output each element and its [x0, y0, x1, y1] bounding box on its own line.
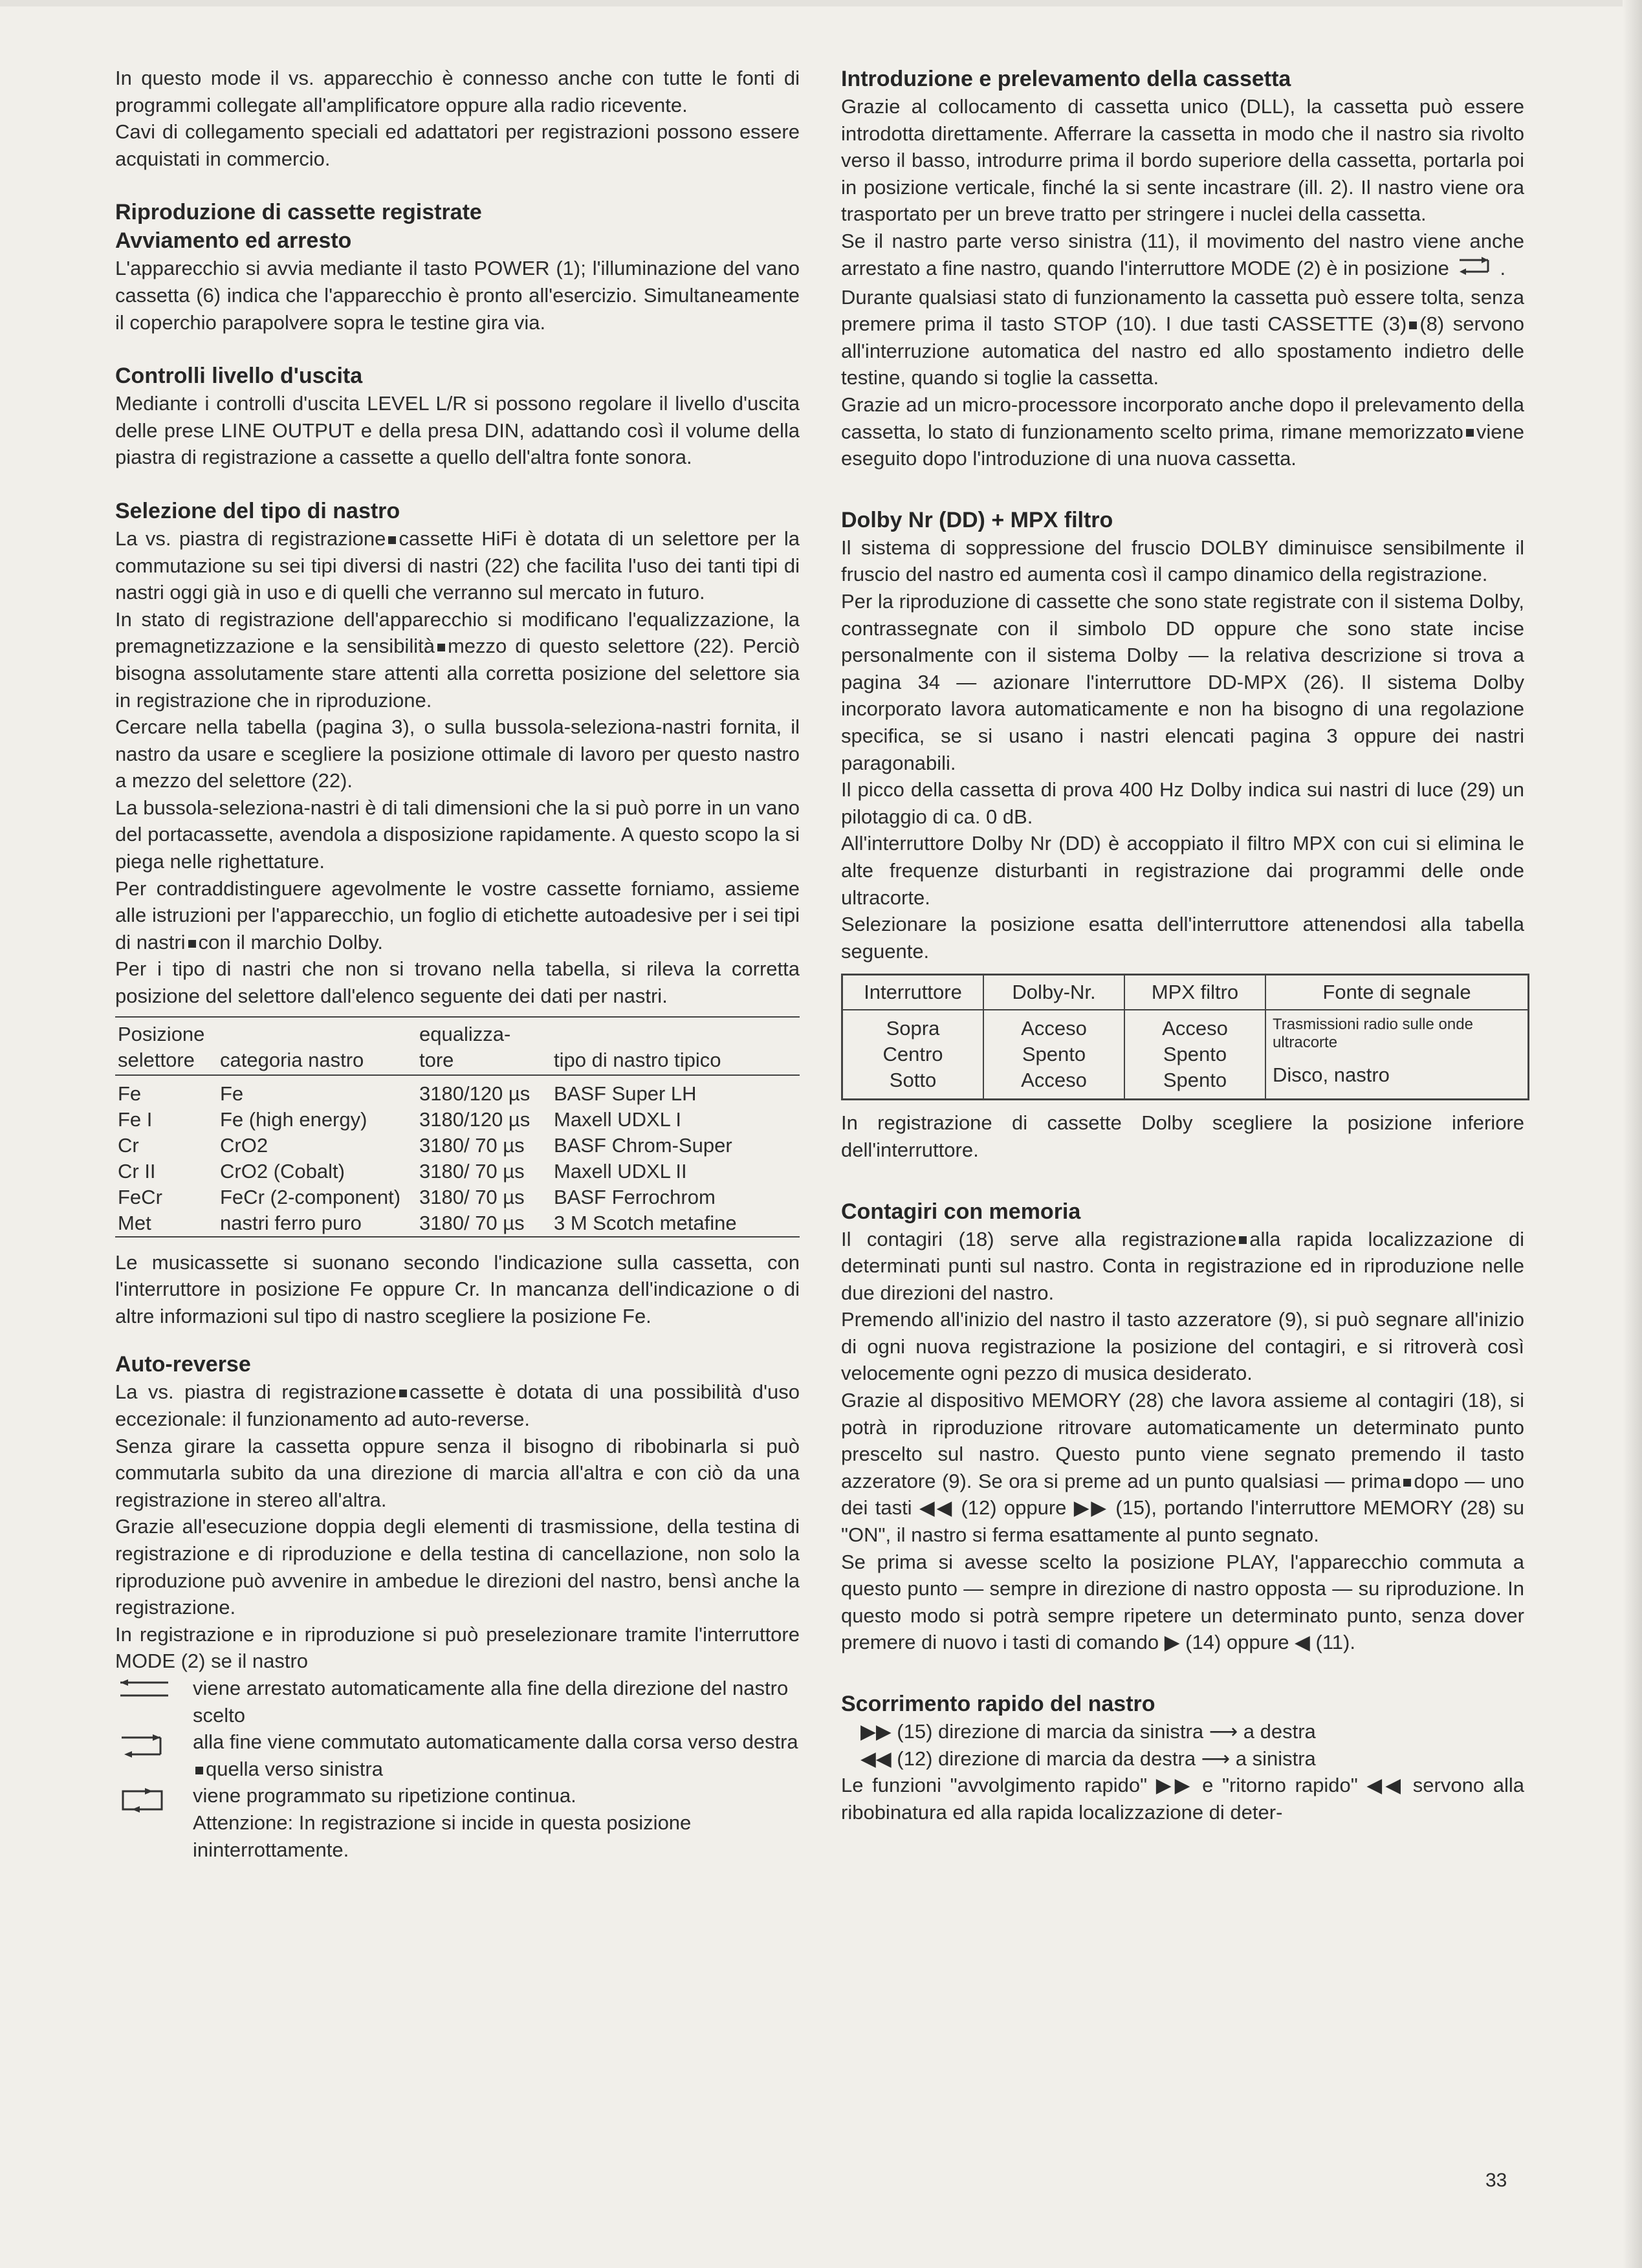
avviamento-text: L'apparecchio si avvia mediante il tasto POWER (1); l'illuminazione del vano cassetta (6) indica che l'apparecchio è pronto all'esercizio. Simultaneamente il coperchio parapolvere sopra le testine gira via. [115, 257, 800, 334]
cell: Spento [1163, 1069, 1227, 1092]
mode-stop-text: viene arrestato automaticamente alla fine della direzione del nastro scelto [193, 1676, 789, 1727]
intro-right-p1: Grazie al collocamento di cassetta unico (DLL), la cassetta può essere introdotta direttamente. Afferrare la cassetta in modo che il nastro sia rivolto verso il basso, introdurre prima il bordo superiore della cassetta, portarla poi in posizione verticale, finché la si sente incastrare (ill. 2). Il nastro viene ora trasportato per un breve tratto per stringere i nuclei della cassetta. [841, 95, 1524, 226]
intro-right-p2b: . [1500, 256, 1506, 279]
auto-paragraph-3: Grazie all'esecuzione doppia degli elementi di trasmissione, della testina di registrazione e di riproduzione e della testina di cancellazione, non solo la riproduzione può avvenire in ambedue le direzioni del nastro, bensì anche la registrazione. [115, 1515, 800, 1619]
mode-repeat-label: viene programmato su ripetizione continua. [193, 1784, 576, 1807]
square-mark-icon [437, 644, 445, 651]
square-mark-icon [399, 1390, 407, 1397]
mode-option-stop [115, 1675, 800, 1728]
tape-table-row [115, 1184, 800, 1210]
tape-type-table [115, 1016, 800, 1238]
contagiri-p3a: Grazie al dispositivo MEMORY (28) che lavora assieme al contagiri (18), si potrà in riproduzione ritrovare automaticamente un determinato punto prescelto sul nastro. Questo punto viene segnato premendo il tasto azzeratore (9). Se ora si preme ad un punto qualsiasi — prima [841, 1389, 1524, 1492]
right-column [841, 65, 1524, 1826]
controlli-heading: Controlli livello d'uscita [115, 364, 363, 389]
selezione-paragraph-2 [115, 606, 800, 714]
contagiri-heading: Contagiri con memoria [841, 1199, 1081, 1224]
tape-table-row [115, 1159, 800, 1184]
mode-reverse-b: quella verso sinistra [206, 1757, 383, 1780]
square-mark-icon [1403, 1479, 1411, 1487]
intro-right-p3 [841, 284, 1524, 391]
tape-table-cell: 3180/ 70 µs [419, 1133, 525, 1157]
scorrimento-line-2: ◀◀ (12) direzione di marcia da destra ⟶ a sinistra [860, 1747, 1316, 1770]
tape-table-cell: CrO2 (Cobalt) [220, 1159, 345, 1183]
dolby-heading: Dolby Nr (DD) + MPX filtro [841, 507, 1113, 532]
tape-table-cell: 3180/ 70 µs [419, 1159, 525, 1183]
col-mpx [1124, 1010, 1265, 1100]
tape-table-cell: BASF Chrom-Super [554, 1133, 732, 1157]
contagiri-p4: Se prima si avesse scelto la posizione PLAY, l'apparecchio commuta a questo punto — sempre in direzione di nastro opposta — su riproduzione. In questo modo si potrà sempre ripetere un determinato punto, senza dover premere di nuovo i tasti di comando ▶ (14) oppure ◀ (11). [841, 1550, 1524, 1654]
selezione-paragraph-5 [115, 875, 800, 956]
intro-right-p2a: Se il nastro parte verso sinistra (11), il movimento del nastro viene anche arrestato a fine nastro, quando l'interruttore MODE (2) è in posizione [841, 229, 1524, 279]
tape-table-cell: FeCr (2-component) [220, 1185, 401, 1208]
contagiri-p3 [841, 1387, 1524, 1549]
th-dolby: Dolby-Nr. [983, 975, 1124, 1010]
cell: Acceso [1021, 1069, 1087, 1092]
tape-table-row [115, 1107, 800, 1133]
th-mpx: MPX filtro [1124, 975, 1265, 1010]
cell: Acceso [1162, 1017, 1228, 1040]
th-categoria: categoria nastro [217, 1017, 417, 1075]
tape-table-header [115, 1017, 800, 1075]
intro-right-p4a: Grazie ad un micro-processore incorporato anche dopo il prelevamento della cassetta, lo stato di funzionamento scelto prima, rimane memorizzato [841, 393, 1524, 443]
th-posizione: Posizione selettore [115, 1017, 217, 1075]
left-column [115, 65, 800, 1863]
square-mark-icon [388, 536, 396, 544]
mode-option-reverse [115, 1728, 800, 1782]
selezione-p5a: Per contraddistinguere agevolmente le vostre cassette forniamo, assieme alle istruzioni per l'apparecchio, un foglio di etichette autoadesive per i sei tipi di nastri [115, 877, 800, 954]
tape-table-cell: 3180/120 µs [419, 1082, 531, 1105]
tape-table-cell: Met [118, 1211, 151, 1234]
cell: Sotto [889, 1069, 937, 1092]
selezione-p1a: La vs. piastra di registrazione [115, 527, 386, 550]
contagiri-p1 [841, 1226, 1524, 1307]
tape-table-cell: Fe I [118, 1107, 153, 1131]
mode-repeat-text [193, 1782, 800, 1863]
cell: Centro [882, 1043, 943, 1066]
tape-table-row [115, 1210, 800, 1237]
tape-table-cell: BASF Ferrochrom [554, 1185, 716, 1208]
square-mark-icon [188, 940, 196, 948]
page-top-edge [0, 0, 1642, 6]
tape-table-cell: 3180/ 70 µs [419, 1185, 525, 1208]
avviamento-heading: Avviamento ed arresto [115, 228, 352, 254]
contagiri-p2: Premendo all'inizio del nastro il tasto azzeratore (9), si può segnare all'inizio di ogni nuova registrazione la posizione del contagiri, e si ritroverà così velocemente ogni pezzo di musica desiderato. [841, 1308, 1524, 1385]
intro-right-p3a: Durante qualsiasi stato di funzionamento la cassetta può essere tolta, senza premere prima il tasto STOP (10). I due tasti CASSETTE (3) [841, 285, 1524, 336]
tape-table-cell: 3180/120 µs [419, 1107, 531, 1131]
square-mark-icon [1239, 1236, 1247, 1244]
page-right-edge [1623, 0, 1642, 2268]
tape-table-cell: Maxell UDXL II [554, 1159, 687, 1183]
square-mark-icon [1466, 429, 1474, 437]
th-tipo: tipo di nastro tipico [551, 1017, 800, 1075]
tape-table-cell: FeCr [118, 1185, 162, 1208]
dolby-p5: Selezionare la posizione esatta dell'interruttore attenendosi alla tabella seguente. [841, 913, 1524, 963]
scorrimento-heading: Scorrimento rapido del nastro [841, 1692, 1155, 1717]
mode-reverse-icon [115, 1728, 193, 1767]
auto-p1a: La vs. piastra di registrazione [115, 1380, 397, 1404]
cell: Spento [1022, 1043, 1086, 1066]
intro-right-p4b: viene eseguito dopo l'introduzione di una nuova cassetta. [841, 420, 1524, 470]
musicassette-text: Le musicassette si suonano secondo l'indicazione sulla cassetta, con l'interruttore in posizione Fe oppure Cr. In mancanza dell'indicazione o di altre informazioni sul tipo di nastro scegliere la posizione Fe. [115, 1250, 800, 1327]
col-fonte [1265, 1010, 1529, 1100]
intro-right-p3b: (8) servono all'interruzione automatica del nastro ed allo spostamento indietro delle testine, quando si toglie la cassetta. [841, 312, 1524, 389]
dolby-table-header [842, 975, 1529, 1010]
selezione-heading: Selezione del tipo di nastro [115, 498, 400, 523]
col-dolby [983, 1010, 1124, 1100]
scorrimento-line-1: ▶▶ (15) direzione di marcia da sinistra ⟶ a destra [860, 1720, 1316, 1743]
selezione-paragraph-1 [115, 525, 800, 606]
auto-paragraph-4: In registrazione e in riproduzione si può preselezionare tramite l'interruttore MODE (2) se il nastro [115, 1622, 800, 1673]
mode-reverse-a: alla fine viene commutato automaticamente dalla corsa verso destra [193, 1730, 798, 1754]
controlli-text: Mediante i controlli d'uscita LEVEL L/R si possono regolare il livello d'uscita delle prese LINE OUTPUT e della presa DIN, adattando così il volume della piastra di registrazione a cassette a quello dell'altra fonte sonora. [115, 392, 800, 469]
selezione-paragraph-4: La bussola-seleziona-nastri è di tali dimensioni che la si può porre in un vano del portacassette, avendola a disposizione rapidamente. A questo scopo la si piega nelle righettature. [115, 796, 800, 873]
contagiri-p1b: alla rapida localizzazione di determinati punti sul nastro. Conta in registrazione ed in riproduzione nelle due direzioni del nastro. [841, 1227, 1524, 1304]
contagiri-p3b: dopo — uno dei tasti ◀◀ (12) oppure ▶▶ (15), portando l'interruttore MEMORY (28) su "ON", il nastro si ferma esattamente al punto segnato. [841, 1469, 1524, 1547]
cell: Sopra [886, 1017, 940, 1040]
tape-table-cell: CrO2 [220, 1133, 268, 1157]
contagiri-p1a: Il contagiri (18) serve alla registrazione [841, 1227, 1237, 1250]
dolby-after: In registrazione di cassette Dolby scegliere la posizione inferiore dell'interruttore. [841, 1111, 1524, 1161]
tape-table-cell: Cr [118, 1133, 139, 1157]
square-mark-icon [195, 1767, 203, 1774]
tape-table-cell: Fe [118, 1082, 142, 1105]
cell: Acceso [1021, 1017, 1087, 1040]
mode-option-repeat [115, 1782, 800, 1863]
selezione-p1b: cassette HiFi è dotata di un selettore per la commutazione su sei tipi diversi di nastri (22) che facilita l'uso dei tanti tipi di nastri oggi già in uso e di quelli che verranno sul mercato in futuro. [115, 527, 800, 604]
dolby-p3: Il picco della cassetta di prova 400 Hz Dolby indica sui nastri di luce (29) un pilotaggio di ca. 0 dB. [841, 778, 1524, 828]
selezione-paragraph-6: Per i tipo di nastri che non si trovano nella tabella, si rileva la corretta posizione del selettore dall'elenco seguente dei dati per nastri. [115, 957, 800, 1008]
intro-right-p4 [841, 391, 1524, 472]
mode-stop-icon [115, 1675, 193, 1704]
th-fonte: Fonte di segnale [1265, 975, 1529, 1010]
dolby-table-body [842, 1010, 1529, 1100]
intro-paragraph-1: In questo mode il vs. apparecchio è connesso anche con tutte le fonti di programmi collegate all'amplificatore oppure alla radio ricevente. [115, 67, 800, 116]
auto-p1b: cassette è dotata di una possibilità d'uso eccezionale: il funzionamento ad auto-reverse. [115, 1380, 800, 1430]
page-number: 33 [1485, 2170, 1507, 2191]
intro-right-p2 [841, 228, 1524, 284]
dolby-p4: All'interruttore Dolby Nr (DD) è accoppiato il filtro MPX con cui si elimina le alte frequenze disturbanti in registrazione dai programmi delle onde ultracorte. [841, 832, 1524, 909]
scorrimento-line-3: Le funzioni "avvolgimento rapido" ▶▶ e "ritorno rapido" ◀◀ servono alla ribobinatura ed alla rapida localizzazione di deter- [841, 1774, 1524, 1824]
auto-reverse-heading: Auto-reverse [115, 1352, 251, 1377]
auto-paragraph-2: Senza girare la cassetta oppure senza il bisogno di ribobinarla si può commutarla subito da una direzione di marcia all'altra e con ciò da una registrazione in stereo all'altra. [115, 1434, 800, 1511]
square-mark-icon [1409, 322, 1417, 329]
tape-table-cell: Cr II [118, 1159, 156, 1183]
intro-paragraph-2: Cavi di collegamento speciali ed adattatori per registrazioni possono essere acquistati in commercio. [115, 120, 800, 170]
tape-table-row [115, 1133, 800, 1159]
dolby-p1: Il sistema di soppressione del fruscio DOLBY diminuisce sensibilmente il fruscio del nastro ed aumenta così il campo dinamico della registrazione. [841, 536, 1524, 586]
intro-heading: Introduzione e prelevamento della cassetta [841, 67, 1291, 91]
tape-table-cell: 3180/ 70 µs [419, 1211, 525, 1234]
selezione-p2a: In stato di registrazione dell'apparecchio si modificano l'equalizzazione, la premagnetizzazione e la sensibilità [115, 607, 800, 658]
riproduzione-heading: Riproduzione di cassette registrate [115, 200, 482, 225]
tape-table-cell: 3 M Scotch metafine [554, 1211, 737, 1234]
auto-paragraph-1 [115, 1379, 800, 1432]
col-interruttore [842, 1010, 984, 1100]
cell: Disco, nastro [1273, 1063, 1390, 1087]
tape-table-row [115, 1075, 800, 1107]
mode-repeat-icon [115, 1782, 193, 1820]
cell: Spento [1163, 1043, 1227, 1066]
tape-table-cell: Fe (high energy) [220, 1107, 367, 1131]
tape-table-cell: Fe [220, 1082, 244, 1105]
selezione-p5b: con il marchio Dolby. [198, 930, 383, 954]
mode-reverse-text [193, 1728, 800, 1782]
tape-table-cell: BASF Super LH [554, 1082, 697, 1105]
th-interruttore: Interruttore [842, 975, 984, 1010]
tape-table-cell: nastri ferro puro [220, 1211, 362, 1234]
tape-table-cell: Maxell UDXL I [554, 1107, 681, 1131]
dolby-switch-table [841, 974, 1529, 1100]
cell: Trasmissioni radio sulle onde ultracorte [1273, 1016, 1473, 1052]
th-equalizzatore: equalizza- tore [417, 1017, 551, 1075]
mode-repeat-note: Attenzione: In registrazione si incide in questa posizione ininterrottamente. [193, 1811, 692, 1861]
selezione-paragraph-3: Cercare nella tabella (pagina 3), o sulla bussola-seleziona-nastri fornita, il nastro da usare e scegliere la posizione ottimale di lavoro per questo nastro a mezzo del selettore (22). [115, 715, 800, 792]
dolby-p2: Per la riproduzione di cassette che sono state registrate con il sistema Dolby, contrassegnate con il simbolo DD oppure che sono state incise personalmente con il sistema Dolby — la relativa descrizione si trova a pagina 34 — azionare l'interruttore DD-MPX (26). Il sistema Dolby incorporato lavora automaticamente e non ha bisogno di una regolazione specifica, se si usano i nastri elencati pagina 3 oppure dei nastri paragonabili. [841, 590, 1524, 774]
mode-reverse-icon [1454, 255, 1500, 284]
selezione-p2b: mezzo di questo selettore (22). Perciò bisogna assolutamente stare attenti alla corretta posizione del selettore sia in registrazione che in riproduzione. [115, 635, 800, 712]
